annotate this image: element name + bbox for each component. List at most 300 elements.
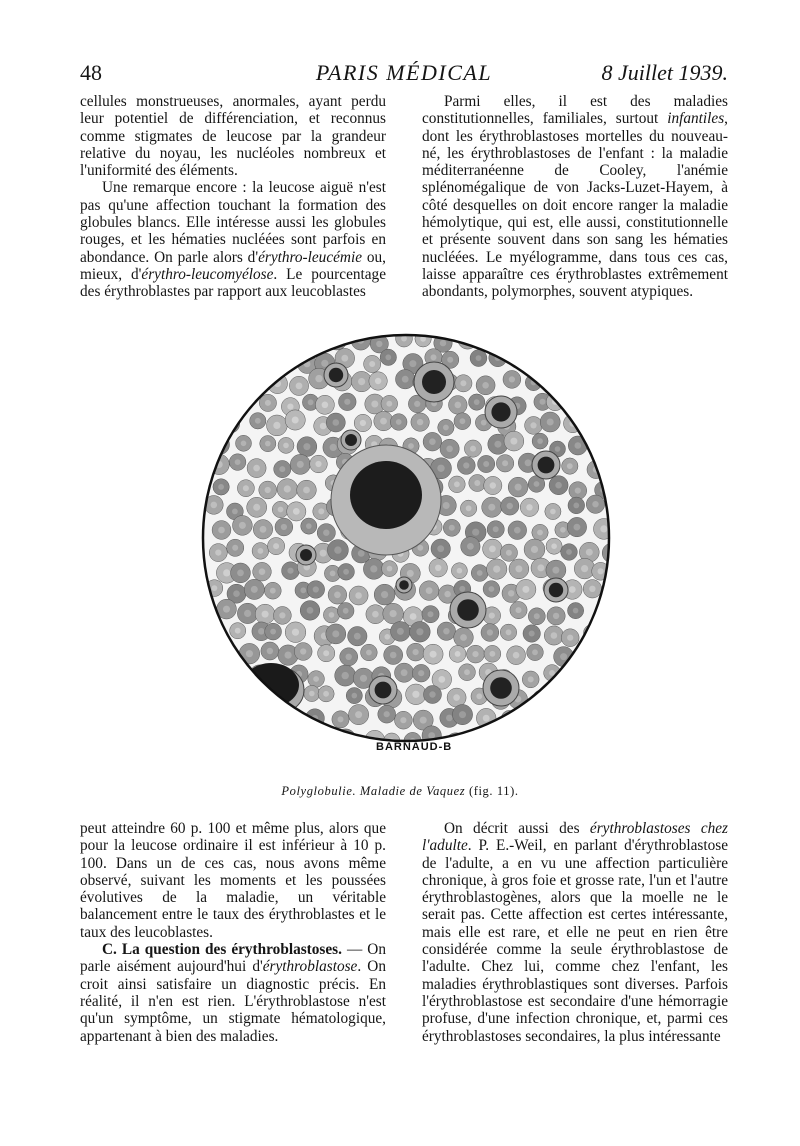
blood-smear-illustration — [196, 320, 616, 760]
red-blood-cell — [572, 689, 592, 709]
red-blood-cell-center — [333, 336, 340, 343]
red-blood-cell-center — [579, 696, 586, 703]
red-blood-cell-center — [573, 608, 579, 614]
red-blood-cell-center — [507, 716, 513, 722]
red-blood-cell-center — [472, 651, 478, 657]
red-blood-cell-center — [244, 610, 251, 617]
red-blood-cell-center — [278, 507, 284, 513]
red-blood-cell-center — [313, 586, 319, 592]
red-blood-cell-center — [315, 375, 322, 382]
red-blood-cell-center — [457, 568, 463, 574]
nucleated-cell-nucleus — [491, 402, 510, 421]
red-blood-cell-center — [296, 383, 303, 390]
red-blood-cell-center — [390, 610, 397, 617]
red-blood-cell-center — [255, 336, 261, 342]
red-blood-cell-center — [417, 545, 423, 551]
red-blood-cell — [587, 711, 607, 731]
red-blood-cell-center — [320, 423, 327, 430]
red-blood-cell-center — [243, 692, 249, 698]
red-blood-cell — [255, 357, 271, 373]
red-blood-cell-center — [596, 357, 602, 363]
red-blood-cell-center — [487, 629, 493, 635]
section-heading: C. La question des érythroblastoses. — [102, 941, 342, 959]
red-blood-cell-center — [301, 736, 307, 742]
red-blood-cell-center — [385, 634, 391, 640]
figure-blood-smear — [196, 320, 616, 760]
red-blood-cell-center — [474, 737, 481, 744]
red-blood-cell-center — [452, 739, 459, 746]
red-blood-cell-center — [455, 651, 461, 657]
red-blood-cell-center — [515, 565, 522, 572]
red-blood-cell-center — [309, 691, 315, 697]
red-blood-cell-center — [376, 341, 382, 347]
red-blood-cell-center — [235, 459, 241, 465]
red-blood-cell-center — [481, 335, 487, 341]
red-blood-cell — [598, 604, 616, 622]
red-blood-cell — [529, 354, 547, 372]
red-blood-cell-center — [322, 402, 329, 409]
red-blood-cell-center — [569, 586, 576, 593]
red-blood-cell-center — [352, 693, 358, 699]
red-blood-cell-center — [532, 649, 538, 655]
red-blood-cell-center — [265, 400, 271, 406]
red-blood-cell — [546, 706, 563, 723]
red-blood-cell-center — [606, 627, 612, 633]
red-blood-cell-center — [446, 715, 453, 722]
red-blood-cell-center — [254, 713, 261, 720]
red-blood-cell — [249, 331, 266, 348]
red-blood-cell-center — [343, 608, 349, 614]
red-blood-cell — [527, 733, 544, 750]
red-blood-cell — [612, 558, 616, 578]
red-blood-cell-center — [259, 739, 266, 746]
red-blood-cell-center — [482, 382, 489, 389]
red-blood-cell-center — [612, 719, 616, 725]
red-blood-cell-center — [333, 419, 340, 426]
red-blood-cell-center — [286, 734, 292, 740]
red-blood-cell — [270, 327, 288, 345]
red-blood-cell-center — [313, 676, 319, 682]
red-blood-cell-center — [360, 675, 367, 682]
red-blood-cell-center — [566, 334, 573, 341]
red-blood-cell-center — [512, 740, 518, 746]
red-blood-cell — [604, 371, 616, 389]
journal-title: PARIS MÉDICAL — [315, 60, 493, 85]
red-blood-cell-center — [435, 565, 441, 571]
red-blood-cell-center — [567, 635, 573, 641]
red-blood-cell-center — [437, 545, 444, 552]
red-blood-cell-center — [258, 548, 264, 554]
red-blood-cell-center — [318, 508, 324, 514]
red-blood-cell-center — [537, 438, 543, 444]
red-blood-cell — [207, 627, 224, 644]
red-blood-cell-center — [454, 481, 460, 487]
red-blood-cell-center — [531, 546, 538, 553]
red-blood-cell-center — [212, 338, 218, 344]
red-blood-cell-center — [472, 529, 479, 536]
red-blood-cell-center — [585, 421, 591, 427]
red-blood-cell — [583, 667, 601, 685]
nucleated-cell-nucleus — [375, 682, 392, 699]
red-blood-cell-center — [334, 592, 341, 599]
red-blood-cell-center — [243, 485, 249, 491]
red-blood-cell — [467, 730, 487, 750]
red-blood-cell-center — [212, 422, 218, 428]
red-blood-cell-center — [413, 649, 419, 655]
red-blood-cell-center — [426, 587, 433, 594]
red-blood-cell-center — [444, 591, 450, 597]
paragraph: peut atteindre 60 p. 100 et même plus, alors que pour la leucose ordinaire il est inférieur à 10 p. 100. Dans un de ces cas, nous avons même observé, suivant les moments et les poussées évolutives de la maladie, un véritable balancement entre le taux des érythroblastes et le taux des leucoblastes. — [80, 820, 386, 941]
red-blood-cell-center — [329, 612, 335, 618]
red-blood-cell-center — [215, 550, 221, 556]
red-blood-cell-center — [574, 524, 581, 531]
red-blood-cell-center — [390, 652, 397, 659]
red-blood-cell-center — [213, 632, 219, 638]
red-blood-cell-center — [261, 694, 267, 700]
red-blood-cell-center — [303, 443, 310, 450]
red-blood-cell-center — [534, 481, 540, 487]
red-blood-cell-center — [397, 628, 404, 635]
nucleated-cell-nucleus — [490, 677, 512, 699]
red-blood-cell-center — [358, 550, 365, 557]
paragraph: Parmi elles, il est des maladies constitutionnelles, familiales, surtout infantiles, dont les érythroblastoses mortelles du nouveau-né, les érythroblastoses de l'enfant : la maladie méditerranéenne de Cooley, l'anémie splénomégalique de von Jacks-Luzet-Hayem, à côté desquelles on doit encore ranger la maladie hémolytique, qui est, elle aussi, constitutionnelle et présente souvent dans son sang les hématies nucléées. Le myélogramme, dans tous ces cas, laisse apparaître ces érythroblastes extrêmement abondants, polymorphes, souvent atypiques. — [422, 93, 728, 301]
red-blood-cell-center — [613, 423, 616, 429]
red-blood-cell-center — [489, 613, 495, 619]
red-blood-cell — [255, 688, 272, 705]
red-blood-cell-center — [292, 629, 299, 636]
red-blood-cell — [507, 734, 524, 751]
red-blood-cell-center — [587, 339, 594, 346]
red-blood-cell-center — [402, 376, 409, 383]
red-blood-cell-center — [428, 611, 434, 617]
red-blood-cell-center — [575, 442, 582, 449]
red-blood-cell-center — [547, 377, 553, 383]
red-blood-cell-center — [474, 399, 480, 405]
red-blood-cell — [611, 394, 616, 413]
red-blood-cell-center — [598, 649, 604, 655]
red-blood-cell — [475, 329, 493, 347]
red-blood-cell-center — [300, 587, 306, 593]
nucleated-cell-nucleus — [422, 370, 446, 394]
red-blood-cell-center — [477, 570, 483, 576]
red-blood-cell-center — [476, 693, 482, 699]
red-blood-cell-center — [467, 543, 474, 550]
red-blood-cell-center — [396, 419, 402, 425]
red-blood-cell — [592, 391, 610, 409]
nucleated-cell-nucleus — [345, 434, 357, 446]
red-blood-cell-center — [293, 718, 299, 724]
red-blood-cell-center — [315, 461, 321, 467]
red-blood-cell-center — [610, 377, 616, 383]
red-blood-cell — [608, 436, 616, 456]
red-blood-cell — [494, 330, 513, 349]
red-blood-cell-center — [488, 504, 495, 511]
red-blood-cell-center — [515, 358, 521, 364]
red-blood-cell — [606, 713, 616, 730]
red-blood-cell-center — [586, 549, 593, 556]
red-blood-cell — [482, 728, 502, 748]
red-blood-cell-center — [551, 632, 558, 639]
red-blood-cell-center — [407, 570, 414, 577]
red-blood-cell-center — [384, 711, 390, 717]
red-blood-cell-center — [560, 527, 566, 533]
red-blood-cell-center — [589, 586, 595, 592]
red-blood-cell-center — [447, 357, 453, 363]
red-blood-cell-center — [258, 628, 265, 635]
red-blood-cell-center — [550, 509, 556, 515]
red-blood-cell-center — [307, 607, 314, 614]
red-blood-cell-center — [217, 692, 223, 698]
red-blood-cell-center — [237, 570, 244, 577]
red-blood-cell-center — [360, 420, 366, 426]
red-blood-cell-center — [387, 566, 393, 572]
red-blood-cell-center — [466, 505, 472, 511]
red-blood-cell-center — [255, 418, 261, 424]
red-blood-cell-center — [560, 653, 567, 660]
red-blood-cell-center — [615, 442, 617, 449]
red-blood-cell-center — [493, 526, 499, 532]
red-blood-cell-center — [292, 417, 299, 424]
red-blood-cell-center — [611, 460, 616, 467]
red-blood-cell-center — [224, 734, 230, 740]
red-blood-cell-center — [323, 530, 329, 536]
red-blood-cell-center — [453, 694, 460, 701]
red-blood-cell-center — [385, 354, 391, 360]
red-blood-cell-center — [483, 715, 490, 722]
red-blood-cell — [566, 668, 584, 686]
red-blood-cell-center — [308, 399, 314, 405]
red-blood-cell-center — [460, 380, 466, 386]
red-blood-cell-center — [508, 590, 514, 596]
red-blood-cell-center — [253, 382, 260, 389]
red-blood-cell — [288, 712, 305, 729]
red-blood-cell-center — [531, 335, 537, 341]
red-blood-cell-center — [375, 378, 381, 384]
red-blood-cell — [247, 707, 267, 727]
red-blood-cell — [590, 691, 606, 707]
red-blood-cell — [608, 417, 616, 434]
red-blood-cell-center — [414, 401, 420, 407]
red-blood-cell-center — [259, 568, 266, 575]
red-blood-cell — [232, 350, 251, 369]
red-blood-cell — [600, 621, 616, 639]
red-blood-cell-center — [602, 739, 608, 745]
red-blood-cell — [208, 707, 227, 726]
red-blood-cell — [565, 713, 583, 731]
red-blood-cell-center — [238, 357, 245, 364]
red-blood-cell-center — [330, 571, 336, 577]
red-blood-cell — [267, 704, 288, 725]
red-blood-cell-center — [582, 653, 588, 659]
red-blood-cell-center — [227, 421, 233, 427]
red-blood-cell-center — [600, 525, 607, 532]
red-blood-cell-center — [270, 629, 276, 635]
red-blood-cell — [614, 517, 616, 534]
red-blood-cell-center — [218, 484, 224, 490]
red-blood-cell-center — [566, 549, 572, 555]
red-blood-cell-center — [598, 568, 604, 574]
red-blood-cell — [613, 351, 616, 370]
red-blood-cell-center — [416, 628, 423, 635]
red-blood-cell-center — [253, 504, 260, 511]
red-blood-cell — [609, 584, 616, 602]
red-blood-cell — [580, 415, 598, 433]
red-blood-cell-center — [371, 401, 378, 408]
red-blood-cell-center — [572, 674, 578, 680]
nucleated-cell-nucleus — [457, 599, 479, 621]
column-top-left — [80, 93, 386, 301]
red-blood-cell-center — [502, 460, 508, 466]
red-blood-cell-center — [253, 465, 260, 472]
red-blood-cell-center — [380, 418, 387, 425]
red-blood-cell-center — [342, 736, 349, 743]
red-blood-cell-center — [440, 340, 446, 346]
red-blood-cell — [526, 707, 544, 725]
red-blood-cell-center — [276, 333, 282, 339]
red-blood-cell — [210, 395, 230, 415]
red-blood-cell — [533, 690, 550, 707]
red-blood-cell-center — [526, 504, 532, 510]
red-blood-cell-center — [540, 399, 546, 405]
red-blood-cell — [227, 372, 248, 393]
red-blood-cell-center — [430, 651, 437, 658]
red-blood-cell-center — [223, 569, 230, 576]
red-blood-cell-center — [446, 446, 453, 453]
red-blood-cell-center — [386, 401, 392, 407]
issue-date: 8 Juillet 1939. — [601, 60, 728, 85]
red-blood-cell-center — [553, 613, 559, 619]
red-blood-cell-center — [547, 340, 553, 346]
red-blood-cell-center — [552, 711, 558, 717]
red-blood-cell-center — [260, 362, 266, 368]
red-blood-cell — [574, 395, 593, 414]
red-blood-cell-center — [506, 629, 512, 635]
red-blood-cell-center — [358, 378, 365, 385]
red-blood-cell-center — [251, 586, 258, 593]
red-blood-cell-center — [535, 360, 541, 366]
red-blood-cell-center — [232, 509, 238, 515]
red-blood-cell — [576, 647, 594, 665]
red-blood-cell — [590, 351, 606, 367]
red-blood-cell-center — [274, 711, 281, 718]
red-blood-cell-center — [409, 360, 416, 367]
nucleated-cell-nucleus — [538, 457, 555, 474]
column-bottom-right — [422, 820, 728, 1045]
red-blood-cell-center — [297, 461, 304, 468]
red-blood-cell — [207, 373, 224, 390]
red-blood-cell-center — [547, 419, 554, 426]
red-blood-cell-center — [306, 523, 312, 529]
red-blood-cell — [296, 730, 313, 747]
red-blood-cell-center — [366, 650, 372, 656]
red-blood-cell-center — [449, 525, 455, 531]
red-blood-cell-center — [410, 613, 417, 620]
red-blood-cell-center — [420, 717, 427, 724]
red-blood-cell-center — [531, 713, 537, 719]
red-blood-cell-center — [401, 336, 407, 342]
red-blood-cell — [610, 502, 616, 518]
red-blood-cell-center — [516, 607, 522, 613]
red-blood-cell-center — [241, 441, 247, 447]
red-blood-cell — [582, 372, 603, 393]
red-blood-cell-center — [470, 446, 476, 452]
red-blood-cell-center — [580, 401, 587, 408]
red-blood-cell — [596, 734, 613, 751]
red-blood-cell-center — [506, 550, 512, 556]
red-blood-cell-center — [575, 488, 581, 494]
red-blood-cell-center — [464, 336, 471, 343]
red-blood-cell-center — [429, 691, 435, 697]
red-blood-cell — [546, 684, 566, 704]
red-blood-cell-center — [443, 425, 449, 431]
red-blood-cell-center — [218, 527, 225, 534]
red-blood-cell-center — [483, 461, 489, 467]
artist-signature: BARNAUD-B — [376, 741, 453, 753]
red-blood-cell-center — [212, 585, 218, 591]
red-blood-cell-center — [216, 441, 223, 448]
red-blood-cell-center — [525, 459, 532, 466]
red-blood-cell-center — [490, 482, 496, 488]
red-blood-cell-center — [260, 526, 267, 533]
red-blood-cell — [211, 686, 229, 704]
column-top-right — [422, 93, 728, 301]
figure-caption: Polyglobulie. Maladie de Vaquez (fig. 11). — [281, 784, 519, 798]
red-blood-cell — [611, 604, 616, 621]
red-blood-cell-center — [555, 482, 562, 489]
paragraph: cellules monstrueuses, anormales, ayant perdu leur potentiel de différenciation, et reconnus comme stigmates de leucose par la grandeur relative du noyau, les nucléoles nombreux et l'uniformité des éléments. — [80, 93, 386, 180]
red-blood-cell — [204, 666, 223, 685]
red-blood-cell-center — [284, 485, 291, 492]
red-blood-cell-center — [596, 697, 602, 703]
red-blood-cell-center — [614, 339, 616, 346]
red-blood-cell-center — [537, 564, 544, 571]
red-blood-cell-center — [459, 711, 466, 718]
red-blood-cell-center — [214, 713, 221, 720]
nucleated-cell-nucleus — [300, 549, 312, 561]
red-blood-cell-center — [463, 462, 469, 468]
red-blood-cell-center — [283, 443, 289, 449]
red-blood-cell-center — [603, 610, 609, 616]
red-blood-cell — [234, 732, 252, 750]
red-blood-cell-center — [530, 422, 536, 428]
red-blood-cell-center — [513, 652, 520, 659]
red-blood-cell-center — [553, 691, 560, 698]
red-blood-cell-center — [262, 611, 269, 618]
red-blood-cell-center — [342, 672, 349, 679]
red-blood-cell — [206, 332, 223, 349]
red-blood-cell-center — [400, 717, 406, 723]
red-blood-cell-center — [489, 586, 495, 592]
red-blood-cell-center — [381, 591, 388, 598]
red-blood-cell — [609, 662, 617, 682]
red-blood-cell-center — [549, 670, 555, 676]
red-blood-cell-center — [459, 586, 465, 592]
red-blood-cell-center — [234, 378, 241, 385]
red-blood-cell — [615, 643, 617, 661]
red-blood-cell-center — [567, 463, 573, 469]
red-blood-cell — [231, 670, 250, 689]
red-blood-cell-center — [552, 567, 559, 574]
red-blood-cell-center — [429, 438, 436, 445]
red-blood-cell-center — [551, 543, 557, 549]
red-blood-cell — [553, 353, 570, 370]
red-blood-cell-center — [303, 487, 310, 494]
red-blood-cell-center — [211, 502, 218, 509]
red-blood-cell-center — [522, 586, 529, 593]
red-blood-cell-center — [221, 354, 227, 360]
red-blood-cell-center — [355, 711, 362, 718]
red-blood-cell-center — [464, 669, 470, 675]
